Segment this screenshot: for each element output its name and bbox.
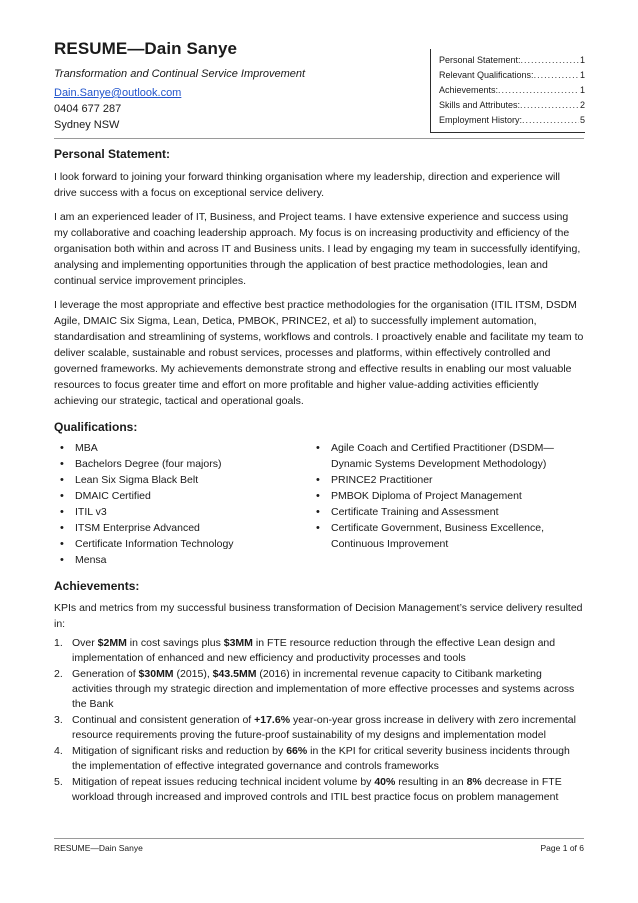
achievement-metric: 66% <box>286 745 308 757</box>
toc-label: Skills and Attributes: <box>439 100 521 110</box>
header-divider <box>54 138 584 139</box>
achievement-text: decrease in FTE workload through increased and improved controls and ITIL best practice focus on problem management <box>72 776 562 803</box>
table-of-contents <box>430 49 585 133</box>
toc-page: 5 <box>579 115 585 125</box>
achievements-list <box>54 636 584 805</box>
achievement-metric: $2MM <box>97 637 127 649</box>
qualification-item: • ITSM Enterprise Advanced <box>54 520 310 536</box>
footer-title: RESUME—Dain Sanye <box>54 843 143 853</box>
qualification-item: • MBA <box>54 440 310 456</box>
achievement-text: in FTE resource reduction through the effective Lean design and implementation of enhanced and new efficiency and productivity processes and tools <box>72 637 556 664</box>
qualification-item: • PMBOK Diploma of Project Management <box>310 488 566 504</box>
toc-label: Employment History: <box>439 115 523 125</box>
achievement-number: 5. <box>54 776 63 788</box>
statement-paragraph: I am an experienced leader of IT, Business, and Project teams. I have extensive experience and success using my collaborative and coaching leadership approach. My focus is on increasing productivity and efficiency of the organisation both within and across IT and Business units. I lead by engaging my team in successfully identifying, analysing and implementing opportunities through the application of best practice methodologies, lean and continual service improvement principles. <box>54 211 581 287</box>
achievement-number: 1. <box>54 637 63 649</box>
qualification-item: • Agile Coach and Certified Practitioner (DSDM— Dynamic Systems Development Methodology) <box>310 440 566 472</box>
toc-label: Personal Statement: <box>439 55 521 65</box>
achievement-item <box>54 744 584 774</box>
achievement-item <box>54 667 584 712</box>
page-title: RESUME—Dain Sanye <box>54 39 238 58</box>
achievement-text: Mitigation of repeat issues reducing technical incident volume by <box>72 776 375 788</box>
qualification-item: • DMAIC Certified <box>54 488 310 504</box>
achievement-item <box>54 775 584 805</box>
achievement-text: (2015), <box>173 668 213 680</box>
toc-page: 1 <box>579 70 585 80</box>
qualification-item: • Bachelors Degree (four majors) <box>54 456 310 472</box>
qualification-item: • Lean Six Sigma Black Belt <box>54 472 310 488</box>
qualifications-column-right <box>310 440 566 568</box>
statement-paragraph: I leverage the most appropriate and effective best practice methodologies for the organisation (ITIL ITSM, DSDM Agile, DMAIC Six Sigma, Lean, Detica, PMBOK, PRINCE2, et al) to successfully implement automation, standardisation and streamlining of systems, workflows and controls. I proactively enable and facilitate my team to deliver scalable, sustainable and robust services, processes and platforms, within effectively controlled and governed frameworks. My achievements demonstrate strong and effective results in enabling our most valuable resources to focus greater time and effort on more profitable and higher value-adding activities efficiently achieving our strategic, tactical and operational goals. <box>54 299 584 407</box>
achievement-item <box>54 636 584 666</box>
toc-label: Relevant Qualifications: <box>439 70 534 80</box>
phone-number: 0404 677 287 <box>54 103 122 115</box>
achievements-intro: KPIs and metrics from my successful business transformation of Decision Management’s service delivery resulted in: <box>54 602 583 630</box>
email-link[interactable]: Dain.Sanye@outlook.com <box>54 87 182 99</box>
achievement-text: in the KPI for critical severity business incidents through the implementation of effective integrated governance and controls frameworks <box>72 745 570 772</box>
toc-page: 2 <box>579 100 585 110</box>
achievements-heading: Achievements: <box>54 579 140 593</box>
toc-label: Achievements: <box>439 85 499 95</box>
job-subtitle: Transformation and Continual Service Improvement <box>54 68 306 80</box>
qualification-item: • Mensa <box>54 552 310 568</box>
qualifications-heading: Qualifications: <box>54 420 138 434</box>
toc-entry[interactable] <box>439 83 585 98</box>
toc-entry[interactable] <box>439 53 585 68</box>
toc-entry[interactable] <box>439 113 585 128</box>
achievement-text: Over <box>72 637 98 649</box>
achievement-metric: 40% <box>374 776 396 788</box>
qualification-item: • ITIL v3 <box>54 504 310 520</box>
toc-leader <box>498 83 579 98</box>
location: Sydney NSW <box>54 119 120 131</box>
qualification-item: • Certificate Information Technology <box>54 536 310 552</box>
achievement-metric: $3MM <box>223 637 253 649</box>
achievement-metric: 8% <box>466 776 482 788</box>
achievement-number: 4. <box>54 745 63 757</box>
achievement-text: Generation of <box>72 668 139 680</box>
achievement-text: resulting in an <box>395 776 467 788</box>
achievement-text: Mitigation of significant risks and reduction by <box>72 745 287 757</box>
toc-entry[interactable] <box>439 98 585 113</box>
achievement-metric: +17.6% <box>254 714 291 726</box>
qualifications-list <box>54 440 584 568</box>
achievement-metric: $30MM <box>138 668 174 680</box>
qualification-item: • Certificate Government, Business Excellence, Continuous Improvement <box>310 520 566 552</box>
footer-divider <box>54 838 584 839</box>
qualifications-column-left <box>54 440 310 568</box>
achievement-text: in cost savings plus <box>126 637 224 649</box>
toc-leader <box>522 113 579 128</box>
achievement-text: (2016) in incremental revenue capacity to Citibank marketing activities through my strategic direction and implementation of more effective processes and systems across the Bank <box>72 668 575 710</box>
qualification-item: • PRINCE2 Practitioner <box>310 472 566 488</box>
toc-leader <box>534 68 579 83</box>
toc-page: 1 <box>579 85 585 95</box>
toc-entry[interactable] <box>439 68 585 83</box>
resume-body <box>54 146 584 805</box>
achievement-metric: $43.5MM <box>212 668 257 680</box>
achievement-text: Continual and consistent generation of <box>72 714 255 726</box>
toc-page: 1 <box>579 55 585 65</box>
statement-paragraph: I look forward to joining your forward thinking organisation where my leadership, direction and experience will drive success with a focus on exceptional service delivery. <box>54 171 561 199</box>
qualification-item: • Certificate Training and Assessment <box>310 504 566 520</box>
achievement-item <box>54 713 584 743</box>
toc-leader <box>520 98 579 113</box>
achievement-text: year-on-year gross increase in delivery with zero incremental resource requirements proving the future-proof sustainability of my designs and implementation model <box>72 714 576 741</box>
achievement-number: 2. <box>54 668 63 680</box>
page-number: Page 1 of 6 <box>540 843 584 853</box>
toc-leader <box>521 53 579 68</box>
achievement-number: 3. <box>54 714 63 726</box>
personal-statement-heading: Personal Statement: <box>54 147 171 161</box>
